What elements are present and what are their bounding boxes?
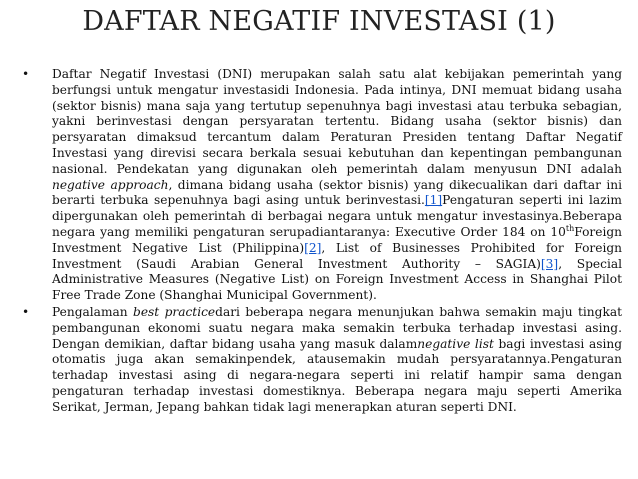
paragraph-text: , Special Administrative Measures (Negative List) on Foreign Investment Access in Shanghai Pilot Free Trade Zone (Shanghai Municipal Government). bbox=[52, 256, 623, 303]
paragraph-text: Daftar Negatif Investasi (DNI) merupakan salah satu alat kebijakan pemerintah yang berfungsi untuk mengatur investasidi Indonesia. Pada intinya, DNI memuat bidang usaha (sektor bisnis) mana saja yang tertutup sepenuhnya bagi investasi atau terbuka sebagian, yakni berinvestasi dengan persyaratan tertentu. Bidang usaha (sektor bisnis) dan persyaratan dimaksud tercantum dalam Peraturan Presiden tentang Daftar Negatif Investasi yang direvisi secara berkala sesuai kebutuhan dan kepentingan pembangunan nasional. Pendekatan yang digunakan oleh pemerintah dalam menyusun DNI adalah bbox=[52, 67, 622, 176]
paragraph-text: , List of Businesses Prohibited for Foreign Investment (Saudi Arabian General Investment Authority – SAGIA) bbox=[52, 240, 622, 271]
paragraph-text: , dimana bidang usaha (sektor bisnis) yang dikecualikan dari daftar ini berarti terbuka sepenuhnya bagi asing untuk berinvestasi. bbox=[52, 177, 622, 208]
superscript: th bbox=[565, 223, 575, 233]
bullet-paragraph-best-practice bbox=[22, 305, 622, 416]
paragraph-text: Pengalaman bbox=[52, 304, 134, 319]
paragraph-text: dari beberapa negara menunjukan bahwa semakin maju tingkat pembangunan ekonomi suatu negara maka semakin terbuka terhadap investasi asing. Dengan demikian, daftar bidang usaha yang masuk dalam bbox=[52, 304, 623, 351]
paragraph-text: Pengaturan seperti ini lazim dipergunakan oleh pemerintah di berbagai negara untuk mengatur investasinya.Beberapa negara yang memiliki pengaturan serupadiantaranya: Executive Order 184 on 10 bbox=[52, 193, 622, 239]
slide-title: DAFTAR NEGATIF INVESTASI (1) bbox=[82, 6, 556, 37]
paragraph-text: Foreign Investment Negative List (Philippina) bbox=[52, 224, 622, 255]
italic-term: best practice bbox=[133, 304, 216, 319]
bullet-icon: • bbox=[22, 304, 30, 319]
bullet-paragraph-dni bbox=[22, 67, 622, 304]
italic-term: negative list bbox=[417, 336, 494, 351]
bullet-icon: • bbox=[22, 67, 30, 81]
slide-body bbox=[22, 67, 622, 416]
footnote-link-3[interactable]: [3] bbox=[540, 256, 559, 271]
italic-term: negative approach bbox=[52, 177, 169, 192]
paragraph-text: bagi investasi asing otomatis juga akan semakinpendek, atausemakin mudah persyaratannya.Pengaturan terhadap investasi asing di negara-negara seperti ini relatif hampir sama dengan pengaturan terhadap investasi domestiknya. Beberapa negara maju seperti Amerika Serikat, Jerman, Jepang bahkan tidak lagi menerapkan aturan seperti DNI. bbox=[52, 336, 623, 414]
footnote-link-2[interactable]: [2] bbox=[304, 240, 322, 255]
footnote-link-1[interactable]: [1] bbox=[424, 193, 443, 208]
